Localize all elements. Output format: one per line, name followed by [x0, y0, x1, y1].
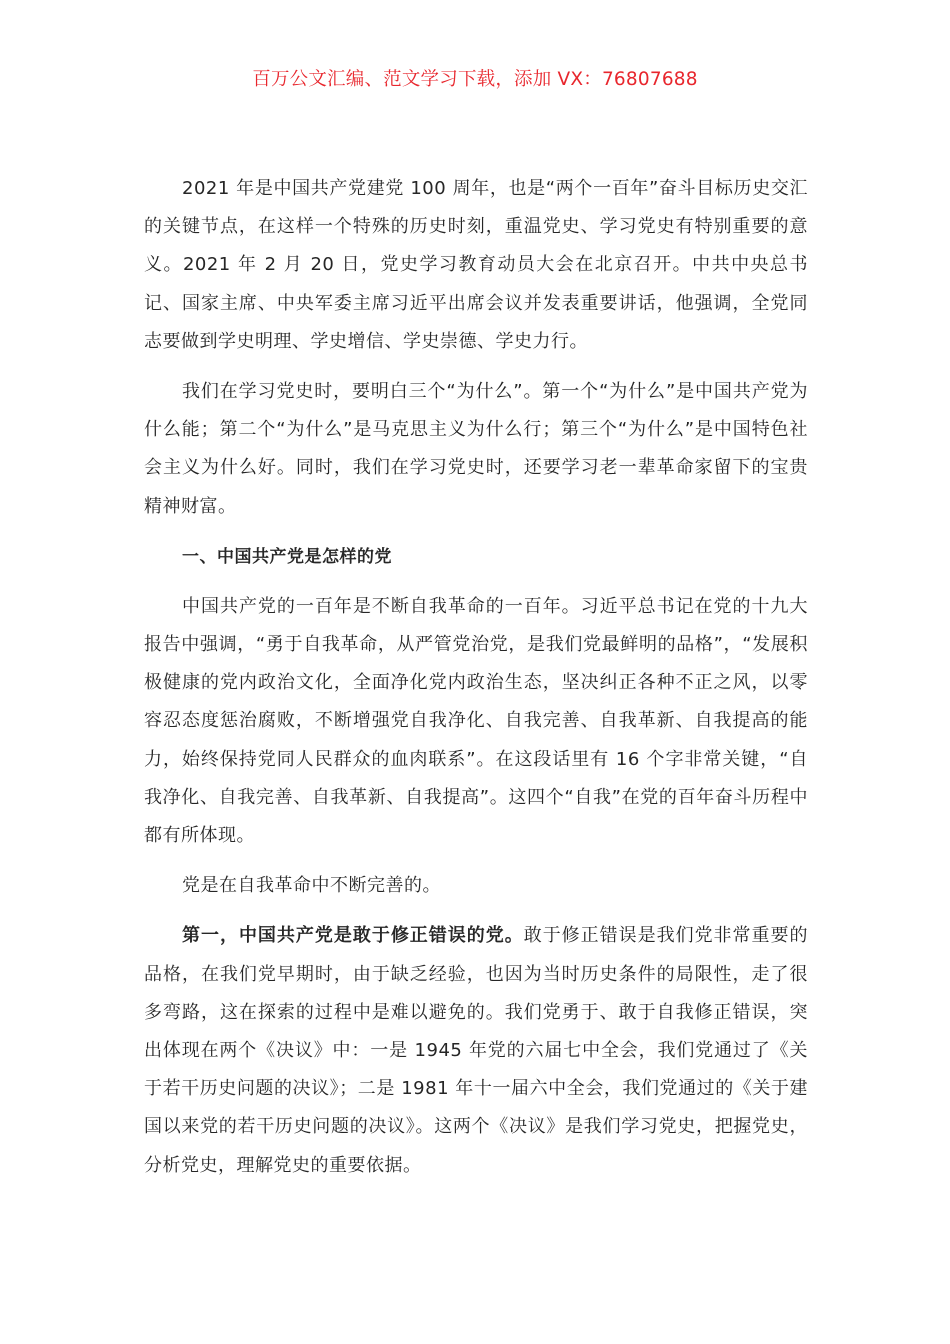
paragraph-3: 中国共产党的一百年是不断自我革命的一百年。习近平总书记在党的十九大报告中强调，“勇于自我革命，从严管党治党，是我们党最鲜明的品格”，“发展积极健康的党内政治文化，全面净化党内政治生态，坚决纠正各种不正之风，以零容忍态度惩治腐败，不断增强党自我净化、自我完善、自我革新、自我提高的能力，始终保持党同人民群众的血肉联系”。在这段话里有 16 个字非常关键，“自我净化、自我完善、自我革新、自我提高”。这四个“自我”在党的百年奋斗历程中都有所体现。: [144, 595, 808, 847]
paragraph-5-lead: 第一，中国共产党是敢于修正错误的党。: [182, 925, 524, 947]
paragraph-5: [144, 917, 808, 1184]
document-body: [144, 170, 808, 1185]
paragraph-5-text: 敢于修正错误是我们党非常重要的品格，在我们党早期时，由于缺乏经验，也因为当时历史条件的局限性，走了很多弯路，这在探索的过程中是难以避免的。我们党勇于、敢于自我修正错误，突出体现在两个《决议》中：一是 1945 年党的六届七中全会，我们党通过了《关于若干历史问题的决议》；二是 1981 年十一届六中全会，我们党通过的《关于建国以来党的若干历史问题的决议》。这两个《决议》是我们学习党史，把握党史，分析党史，理解党史的重要依据。: [144, 925, 808, 1176]
paragraph-2: 我们在学习党史时，要明白三个“为什么”。第一个“为什么”是中国共产党为什么能；第二个“为什么”是马克思主义为什么行；第三个“为什么”是中国特色社会主义为什么好。同时，我们在学习党史时，还要学习老一辈革命家留下的宝贵精神财富。: [144, 381, 808, 517]
promo-banner: 百万公文汇编、范文学习下载，添加 VX：76807688: [252, 69, 698, 90]
paragraph-4: 党是在自我革命中不断完善的。: [182, 875, 441, 897]
section-heading-1: 一、中国共产党是怎样的党: [182, 546, 392, 567]
paragraph-1: 2021 年是中国共产党建党 100 周年，也是“两个一百年”奋斗目标历史交汇的关键节点，在这样一个特殊的历史时刻，重温党史、学习党史有特别重要的意义。2021 年 2 月 20 日，党史学习教育动员大会在北京召开。中共中央总书记、国家主席、中央军委主席习近平出席会议并发表重要讲话，他强调，全党同志要做到学史明理、学史增信、学史崇德、学史力行。: [144, 178, 808, 352]
